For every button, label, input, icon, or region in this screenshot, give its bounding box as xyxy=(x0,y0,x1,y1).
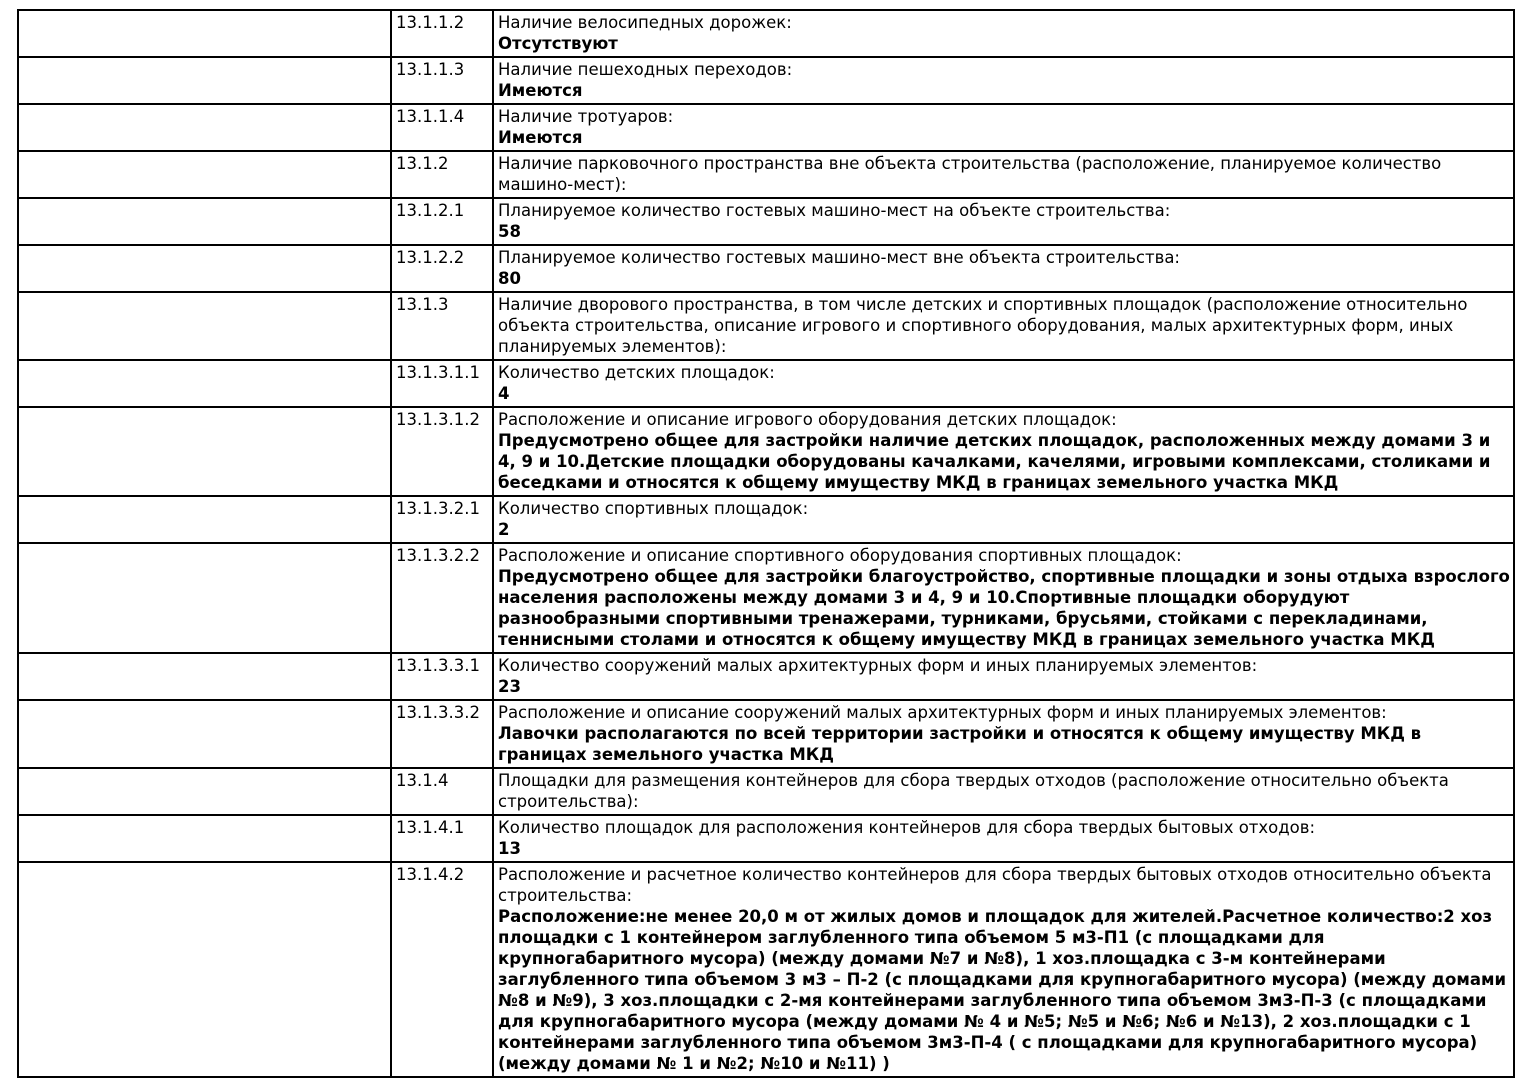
row-label: Наличие велосипедных дорожек: xyxy=(498,13,792,32)
row-code-cell xyxy=(391,104,493,151)
table-body xyxy=(18,10,1514,1077)
row-empty-cell xyxy=(18,360,391,407)
row-empty-cell xyxy=(18,496,391,543)
table-row xyxy=(18,360,1514,407)
row-empty-cell xyxy=(18,407,391,496)
row-code: 13.1.3.3.1 xyxy=(396,656,480,675)
row-code-cell xyxy=(391,198,493,245)
row-value: Отсутствуют xyxy=(498,34,618,53)
table-row xyxy=(18,768,1514,815)
table-row xyxy=(18,57,1514,104)
row-label: Расположение и описание игрового оборудования детских площадок: xyxy=(498,410,1117,429)
row-code-cell xyxy=(391,768,493,815)
row-empty-cell xyxy=(18,57,391,104)
row-label: Количество сооружений малых архитектурных форм и иных планируемых элементов: xyxy=(498,656,1258,675)
row-value: Имеются xyxy=(498,81,583,100)
row-code: 13.1.3.1.2 xyxy=(396,410,480,429)
row-content-cell xyxy=(493,862,1514,1077)
row-value: 2 xyxy=(498,520,510,539)
row-value: Предусмотрено общее для застройки благоустройство, спортивные площадки и зоны отдыха взрослого населения расположены между домами 3 и 4, 9 и 10.Спортивные площадки оборудуют разнообразными спортивными тренажерами, турниками, брусьями, стойками с перекладинами, теннисными столами и относятся к общему имуществу МКД в границах земельного участка МКД xyxy=(498,567,1510,649)
row-empty-cell xyxy=(18,198,391,245)
row-code-cell xyxy=(391,543,493,653)
row-label: Наличие парковочного пространства вне объекта строительства (расположение, планируемое количество машино-мест): xyxy=(498,154,1442,194)
row-empty-cell xyxy=(18,862,391,1077)
table-row xyxy=(18,151,1514,198)
row-content-cell xyxy=(493,496,1514,543)
row-value: Имеются xyxy=(498,128,583,147)
row-label: Количество детских площадок: xyxy=(498,363,775,382)
row-code-cell xyxy=(391,245,493,292)
row-code-cell xyxy=(391,10,493,57)
row-empty-cell xyxy=(18,700,391,768)
row-code: 13.1.1.2 xyxy=(396,13,465,32)
row-value: 80 xyxy=(498,269,521,288)
row-empty-cell xyxy=(18,10,391,57)
row-content-cell xyxy=(493,700,1514,768)
row-code: 13.1.3 xyxy=(396,295,449,314)
row-empty-cell xyxy=(18,543,391,653)
row-content-cell xyxy=(493,653,1514,700)
row-label: Наличие дворового пространства, в том числе детских и спортивных площадок (расположение относительно объекта строительства, описание игрового и спортивного оборудования, малых архитектурных форм, иных планируемых элементов): xyxy=(498,295,1468,356)
row-value: 58 xyxy=(498,222,521,241)
row-empty-cell xyxy=(18,104,391,151)
row-code-cell xyxy=(391,57,493,104)
table-row xyxy=(18,653,1514,700)
row-code: 13.1.4.2 xyxy=(396,865,465,884)
row-code-cell xyxy=(391,700,493,768)
row-content-cell xyxy=(493,245,1514,292)
row-label: Наличие пешеходных переходов: xyxy=(498,60,793,79)
row-empty-cell xyxy=(18,653,391,700)
row-label: Расположение и описание спортивного оборудования спортивных площадок: xyxy=(498,546,1182,565)
row-code: 13.1.1.4 xyxy=(396,107,465,126)
table-row xyxy=(18,198,1514,245)
row-empty-cell xyxy=(18,815,391,862)
row-content-cell xyxy=(493,10,1514,57)
row-content-cell xyxy=(493,407,1514,496)
row-code-cell xyxy=(391,292,493,360)
row-code-cell xyxy=(391,407,493,496)
row-value: 23 xyxy=(498,677,521,696)
table-row xyxy=(18,862,1514,1077)
table-row xyxy=(18,10,1514,57)
row-code: 13.1.1.3 xyxy=(396,60,465,79)
row-content-cell xyxy=(493,292,1514,360)
row-label: Расположение и описание сооружений малых архитектурных форм и иных планируемых элементов: xyxy=(498,703,1387,722)
row-code: 13.1.2 xyxy=(396,154,449,173)
row-value: Расположение:не менее 20,0 м от жилых домов и площадок для жителей.Расчетное количество:2 хоз площадки с 1 контейнером заглубленного типа объемом 5 м3-П1 (с площадками для крупногабаритного мусора) (между домами №7 и №8), 1 хоз.площадка с 3-м контейнерами заглубленного типа объемом 3 м3 – П-2 (с площадками для крупногабаритного мусора) (между домами №8 и №9), 3 хоз.площадки с 2-мя контейнерами заглубленного типа объемом 3м3-П-3 (с площадками для крупногабаритного мусора (между домами № 4 и №5; №5 и №6; №6 и №13), 2 хоз.площадки с 1 контейнерами заглубленного типа объемом 3м3-П-4 ( с площадками для крупногабаритного мусора) (между домами № 1 и №2; №10 и №11) ) xyxy=(498,907,1507,1073)
row-value: 4 xyxy=(498,384,510,403)
row-content-cell xyxy=(493,104,1514,151)
row-code-cell xyxy=(391,360,493,407)
row-empty-cell xyxy=(18,768,391,815)
row-value: Предусмотрено общее для застройки наличие детских площадок, расположенных между домами 3 и 4, 9 и 10.Детские площадки оборудованы качалками, качелями, игровыми комплексами, столиками и беседками и относятся к общему имуществу МКД в границах земельного участка МКД xyxy=(498,431,1491,492)
row-value: 13 xyxy=(498,839,521,858)
table-row xyxy=(18,700,1514,768)
row-content-cell xyxy=(493,815,1514,862)
table-row xyxy=(18,496,1514,543)
row-code-cell xyxy=(391,496,493,543)
row-empty-cell xyxy=(18,292,391,360)
row-empty-cell xyxy=(18,151,391,198)
row-label: Планируемое количество гостевых машино-мест на объекте строительства: xyxy=(498,201,1171,220)
row-code: 13.1.4.1 xyxy=(396,818,465,837)
table-row xyxy=(18,407,1514,496)
table-row xyxy=(18,815,1514,862)
row-content-cell xyxy=(493,360,1514,407)
row-label: Наличие тротуаров: xyxy=(498,107,674,126)
row-code: 13.1.2.1 xyxy=(396,201,465,220)
row-code-cell xyxy=(391,653,493,700)
row-code: 13.1.3.3.2 xyxy=(396,703,480,722)
row-code-cell xyxy=(391,815,493,862)
row-code: 13.1.3.2.2 xyxy=(396,546,480,565)
row-label: Площадки для размещения контейнеров для сбора твердых отходов (расположение относительно объекта строительства): xyxy=(498,771,1449,811)
row-label: Количество площадок для расположения контейнеров для сбора твердых бытовых отходов: xyxy=(498,818,1316,837)
project-declaration-table xyxy=(17,9,1515,1078)
row-empty-cell xyxy=(18,245,391,292)
table-row xyxy=(18,245,1514,292)
row-code-cell xyxy=(391,151,493,198)
row-code: 13.1.2.2 xyxy=(396,248,465,267)
row-content-cell xyxy=(493,151,1514,198)
table-row xyxy=(18,104,1514,151)
row-content-cell xyxy=(493,57,1514,104)
table-row xyxy=(18,543,1514,653)
row-label: Расположение и расчетное количество контейнеров для сбора твердых бытовых отходов относительно объекта строительства: xyxy=(498,865,1492,905)
table-row xyxy=(18,292,1514,360)
row-code-cell xyxy=(391,862,493,1077)
row-content-cell xyxy=(493,768,1514,815)
row-code: 13.1.3.2.1 xyxy=(396,499,480,518)
row-content-cell xyxy=(493,198,1514,245)
row-value: Лавочки располагаются по всей территории застройки и относятся к общему имуществу МКД в границах земельного участка МКД xyxy=(498,724,1422,764)
row-label: Планируемое количество гостевых машино-мест вне объекта строительства: xyxy=(498,248,1180,267)
row-code: 13.1.3.1.1 xyxy=(396,363,480,382)
row-code: 13.1.4 xyxy=(396,771,449,790)
row-content-cell xyxy=(493,543,1514,653)
row-label: Количество спортивных площадок: xyxy=(498,499,809,518)
